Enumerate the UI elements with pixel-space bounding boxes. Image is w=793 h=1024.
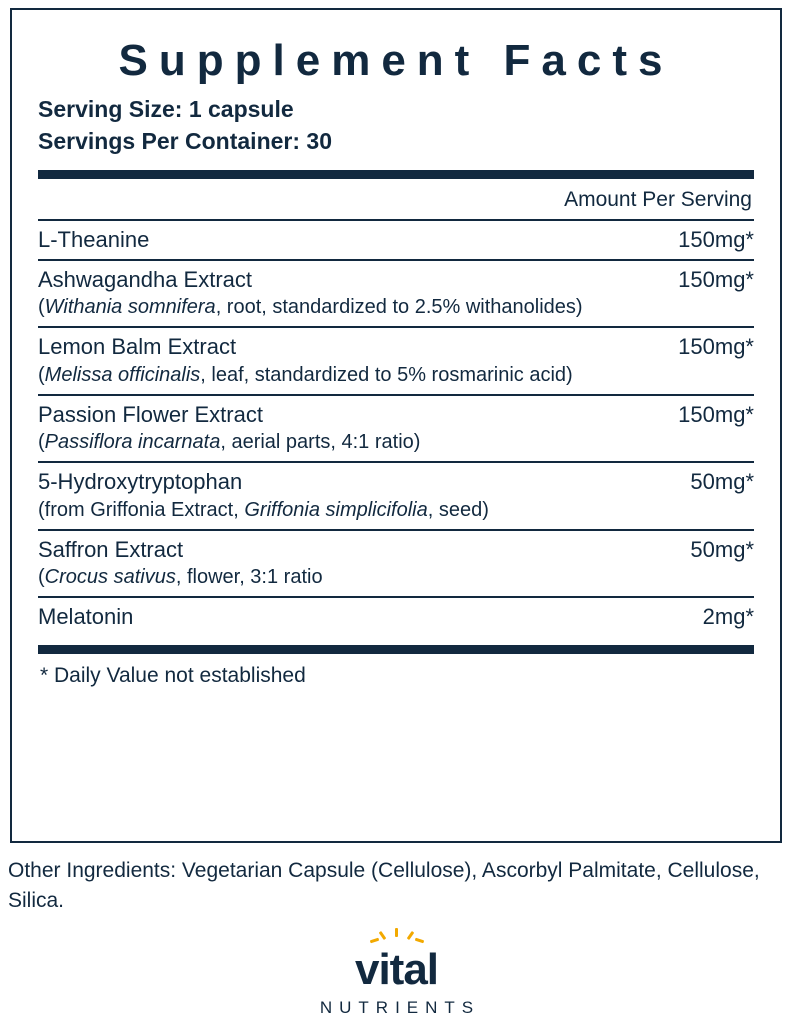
nutrient-amount: 150mg*: [678, 334, 754, 360]
nutrient-description: [38, 363, 754, 388]
table-row: [38, 531, 754, 596]
nutrient-description: [38, 430, 754, 455]
nutrient-name: Passion Flower Extract: [38, 401, 263, 427]
sunburst-icon: [369, 928, 425, 946]
servings-per-container-text: Servings Per Container: 30: [38, 127, 332, 154]
nutrient-desc-post: , root, standardized to 2.5% withanolides): [215, 296, 583, 319]
supplement-facts-panel: [10, 8, 782, 843]
nutrient-latin-name: Melissa officinalis: [44, 363, 201, 386]
nutrient-name: Saffron Extract: [38, 536, 184, 562]
nutrient-name: L-Theanine: [38, 226, 150, 252]
nutrient-amount: 2mg*: [702, 604, 754, 629]
nutrient-desc-post: , seed): [427, 498, 489, 521]
brand-logo: [0, 928, 793, 1018]
nutrient-amount: 150mg*: [678, 267, 754, 293]
nutrient-desc-pre: (: [38, 296, 45, 319]
nutrient-latin-name: Crocus sativus: [44, 566, 176, 588]
nutrient-desc-post: , aerial parts, 4:1 ratio): [220, 431, 421, 454]
daily-value-footnote: * Daily Value not established: [40, 664, 306, 688]
nutrient-name: Lemon Balm Extract: [38, 334, 237, 360]
nutrient-name: 5-Hydroxytryptophan: [38, 469, 243, 495]
nutrient-amount: 150mg*: [678, 226, 754, 252]
divider-thick-bottom: [38, 645, 754, 654]
nutrient-name: Ashwagandha Extract: [38, 267, 253, 293]
nutrient-desc-pre: (: [38, 566, 45, 588]
amount-per-serving-header: Amount Per Serving: [564, 187, 752, 211]
nutrient-amount: 50mg*: [690, 469, 754, 495]
serving-size-text: Serving Size: 1 capsule: [38, 96, 294, 123]
nutrient-description: [38, 565, 754, 590]
logo-wordmark: vital: [354, 945, 439, 994]
table-row: [38, 463, 754, 528]
nutrient-latin-name: Passiflora incarnata: [44, 431, 221, 454]
other-ingredients-text: Other Ingredients: Vegetarian Capsule (Cellulose), Ascorbyl Palmitate, Cellulose, Silica.: [8, 859, 760, 913]
nutrient-desc-pre: (: [38, 431, 45, 454]
nutrient-description: [38, 498, 754, 523]
nutrient-latin-name: Withania somnifera: [44, 296, 216, 319]
logo-subtext: NUTRIENTS: [319, 998, 481, 1017]
nutrient-amount: 150mg*: [678, 401, 754, 427]
nutrient-name: Melatonin: [38, 604, 134, 629]
table-row: [38, 261, 754, 326]
divider-thick-top: [38, 170, 754, 179]
table-row: [38, 396, 754, 461]
nutrient-desc-pre: (from Griffonia Extract,: [38, 498, 245, 521]
table-row: [38, 221, 754, 259]
table-row: [38, 598, 754, 636]
nutrient-desc-pre: (: [38, 363, 45, 386]
nutrient-amount: 50mg*: [690, 536, 754, 562]
nutrient-latin-name: Griffonia simplicifolia: [244, 498, 428, 521]
nutrient-desc-post: , flower, 3:1 ratio: [175, 566, 323, 588]
nutrient-description: [38, 295, 754, 320]
table-row: [38, 328, 754, 393]
nutrient-desc-post: , leaf, standardized to 5% rosmarinic acid): [200, 363, 573, 386]
page-title: Supplement Facts: [118, 36, 674, 85]
